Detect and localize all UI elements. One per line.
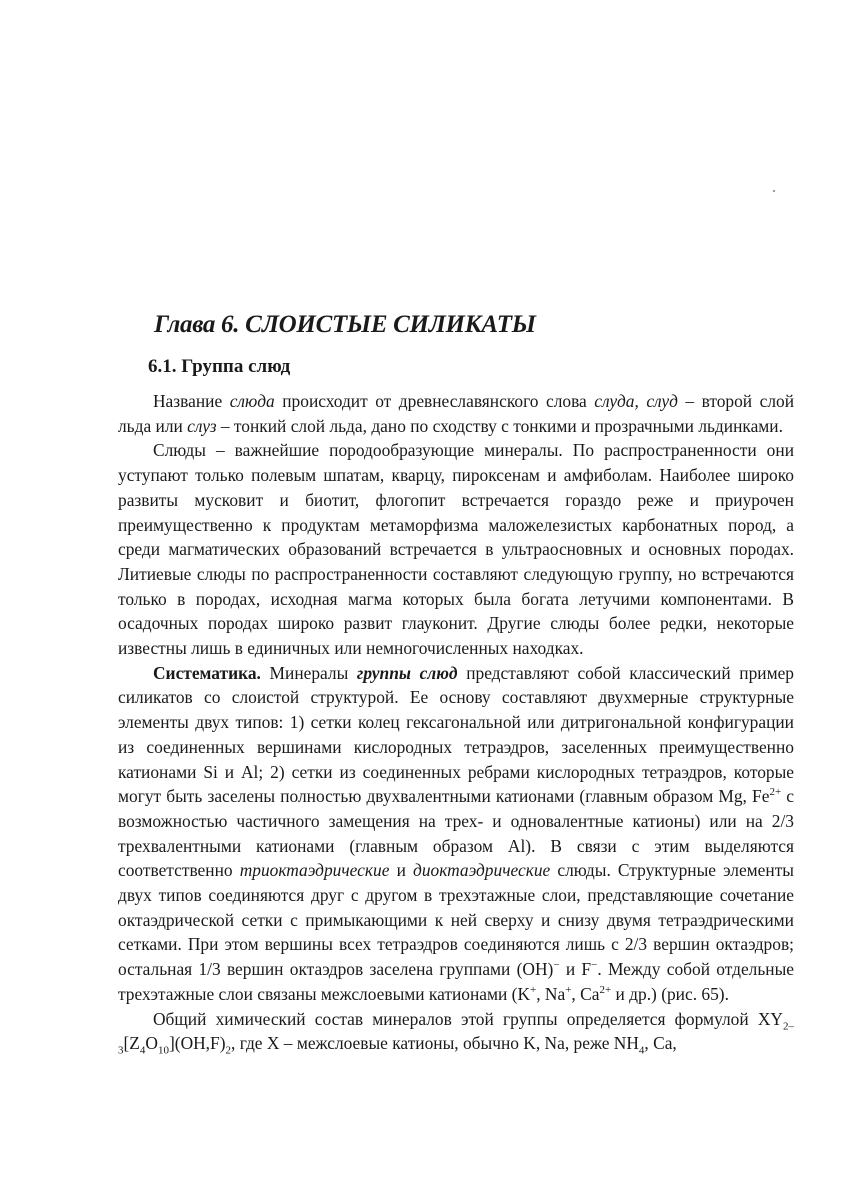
document-page [118, 0, 794, 1190]
paragraph-etymology: Название слюда происходит от древнеславянского слова слуда, слуд – второй слой льда или слуз – тонкий слой льда, дано по сходству с тонкими и прозрачными льдинками. [118, 391, 795, 436]
section-title: 6.1. Группа слюд [148, 356, 291, 377]
paragraph-systematics: Систематика. Минералы группы слюд представляют собой классический пример силикатов со слоистой структурой. Ее основу составляют двухмерные структурные элементы двух типов: 1) сетки колец гексагональной или дитригональной конфигурации из соединенных вершинами кислородных тетраэдров, заселенных преимущественно катионами Si и Al; 2) сетки из соединенных ребрами кислородных тетраэдров, которые могут быть заселены полностью двухвалентными катионами (главным образом Mg, $Fe^{2+}$ с возможностью частичного замещения на трех- и одновалентные катионы) или на 2/3 трехвалентными катионами (главным образом Al). В связи с этим выделяются соответственно триоктаэдрические и диоктаэдрические слюды. Структурные элементы двух типов соединяются друг с другом в трехэтажные слои, представляющие сочетание октаэдрической сетки с примыкающими к ней сверху и снизу двумя тетраэдрическими сетками. При этом вершины всех тетраэдров соединяются лишь с 2/3 вершин октаэдров; остальная 1/3 вершин октаэдров заселена группами (OH)− и F−. Между собой отдельные трехэтажные слои связаны межслоевыми катионами (K+, Na+, $Ca^{2+}$ и др.) (рис. 65). [118, 662, 795, 1004]
paragraph-occurrence: Слюды – важнейшие породообразующие минералы. По распространенности они уступают только полевым шпатам, кварцу, пироксенам и амфиболам. Наиболее широко развиты мусковит и биотит, флогопит встречается гораздо реже и приурочен преимущественно к продуктам метаморфизма маложелезистых карбонатных пород, а среди магматических образований встречается в ультраосновных и основных породах. Литиевые слюды по распространенности составляют следующую группу, но встречаются только в породах, исходная магма которых была богата летучими компонентами. В осадочных породах широко развит глауконит. Другие слюды более редки, некоторые известны лишь в единичных или немногочисленных находках. [118, 440, 794, 659]
paragraph-formula: Общий химический состав минералов этой группы определяется формулой $XY_{2-3}[Z_4O_{10}](OH,F)_2$, где X – межслоевые катионы, обычно K, Na, реже $NH_4$, Ca, [118, 1008, 794, 1057]
body-text [118, 389, 794, 1056]
chapter-title: Глава 6. СЛОИСТЫЕ СИЛИКАТЫ [154, 311, 536, 338]
